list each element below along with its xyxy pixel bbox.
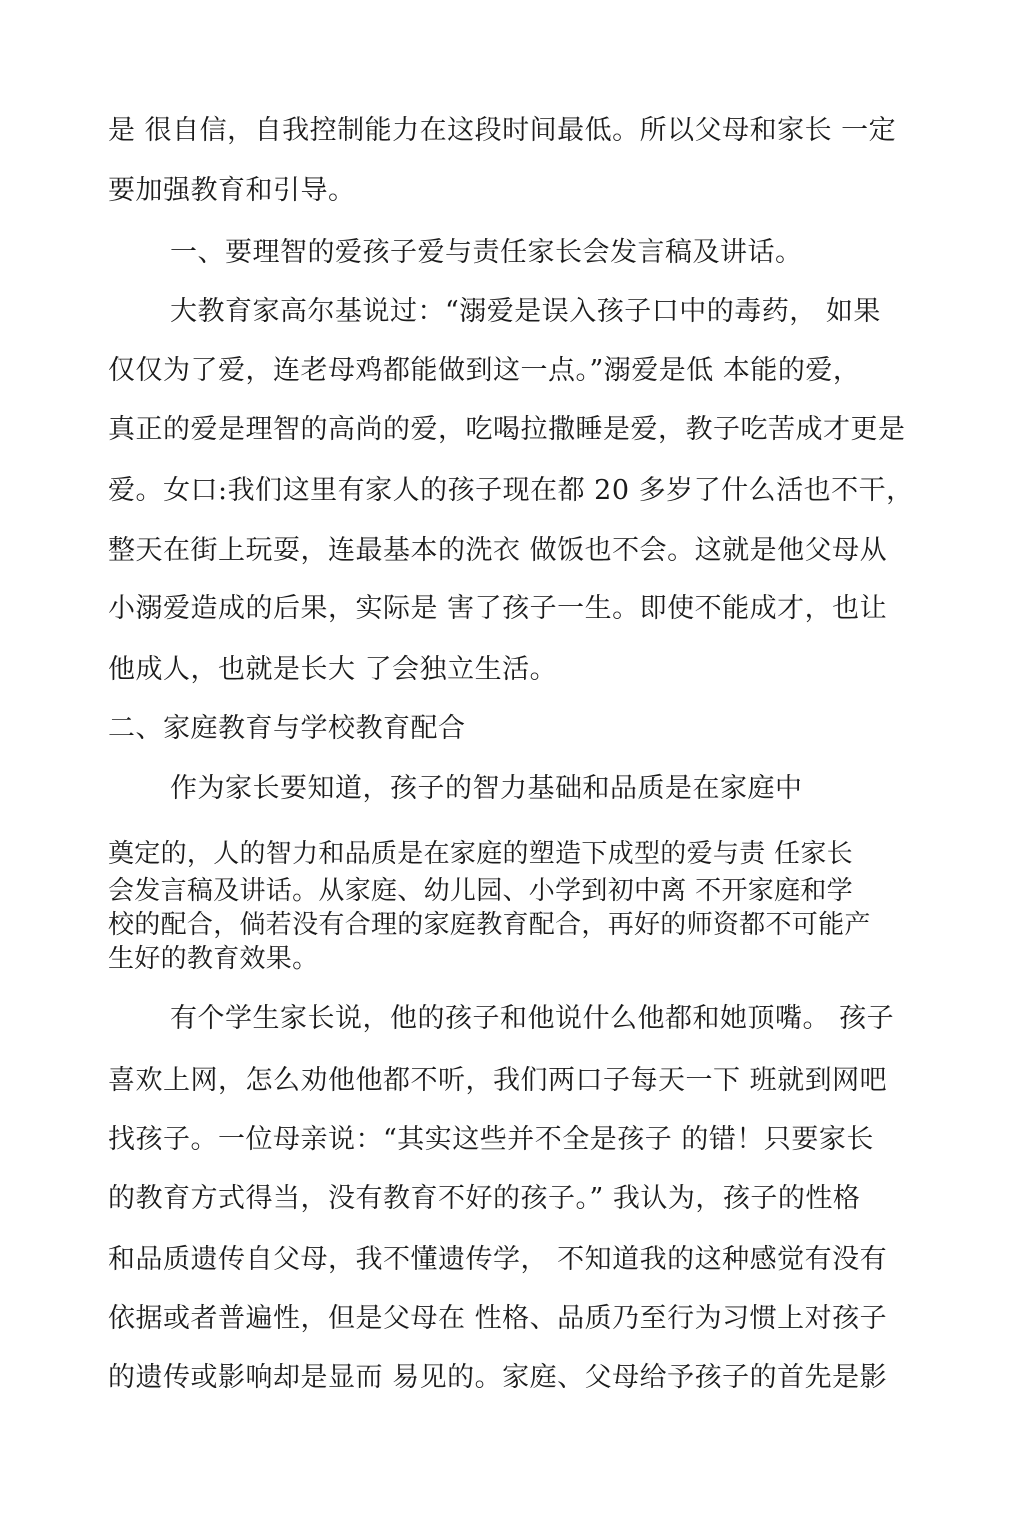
- text-line: 大教育家高尔基说过：“溺爱是误入孩子口中的毒药， 如果: [170, 296, 881, 327]
- text-line: 爱。女口:我们这里有家人的孩子现在都 20 多岁了什么活也不干，: [108, 475, 914, 506]
- text-line: 奠定的，人的智力和品质是在家庭的塑造下成型的爱与责 任家长: [108, 839, 853, 869]
- section-heading: 二、家庭教育与学校教育配合: [108, 713, 466, 744]
- text-line: 是 很自信，自我控制能力在这段时间最低。所以父母和家长 一定: [108, 115, 897, 146]
- text-line: 和品质遗传自父母，我不懂遗传学， 不知道我的这种感觉有没有: [108, 1244, 888, 1275]
- text-line: 有个学生家长说，他的孩子和他说什么他都和她顶嘴。 孩子: [170, 1003, 895, 1034]
- text-line: 找孩子。一位母亲说：“其实这些并不全是孩子 的错！只要家长: [108, 1124, 874, 1155]
- text-line: 会发言稿及讲话。从家庭、幼儿园、小学到初中离 不开家庭和学: [108, 876, 853, 906]
- text-line: 他成人，也就是长大 了会独立生活。: [108, 654, 558, 685]
- text-line: 的遗传或影响却是显而 易见的。家庭、父母给予孩子的首先是影: [108, 1362, 888, 1393]
- text-line: 喜欢上网，怎么劝他他都不听，我们两口子每天一下 班就到网吧: [108, 1065, 888, 1096]
- text-line: 的教育方式得当，没有教育不好的孩子。” 我认为，孩子的性格: [108, 1183, 861, 1214]
- text-line: 生好的教育效果。: [108, 944, 319, 974]
- text-line: 小溺爱造成的后果，实际是 害了孩子一生。即使不能成才，也让: [108, 593, 888, 624]
- section-heading: 一、要理智的爱孩子爱与责任家长会发言稿及讲话。: [170, 237, 803, 268]
- text-line: 真正的爱是理智的高尚的爱，吃喝拉撒睡是爱，教子吃苦成才更是: [108, 414, 906, 445]
- text-line: 校的配合，倘若没有合理的家庭教育配合，再好的师资都不可能产: [108, 910, 871, 940]
- text-line: 依据或者普遍性，但是父母在 性格、品质乃至行为习惯上对孩子: [108, 1303, 888, 1334]
- text-line: 仅仅为了爱，连老母鸡都能做到这一点。”溺爱是低 本能的爱，: [108, 355, 861, 386]
- text-line: 要加强教育和引导。: [108, 175, 356, 206]
- text-line: 作为家长要知道，孩子的智力基础和品质是在家庭中: [170, 773, 803, 804]
- text-line: 整天在街上玩耍，连最基本的洗衣 做饭也不会。这就是他父母从: [108, 535, 888, 566]
